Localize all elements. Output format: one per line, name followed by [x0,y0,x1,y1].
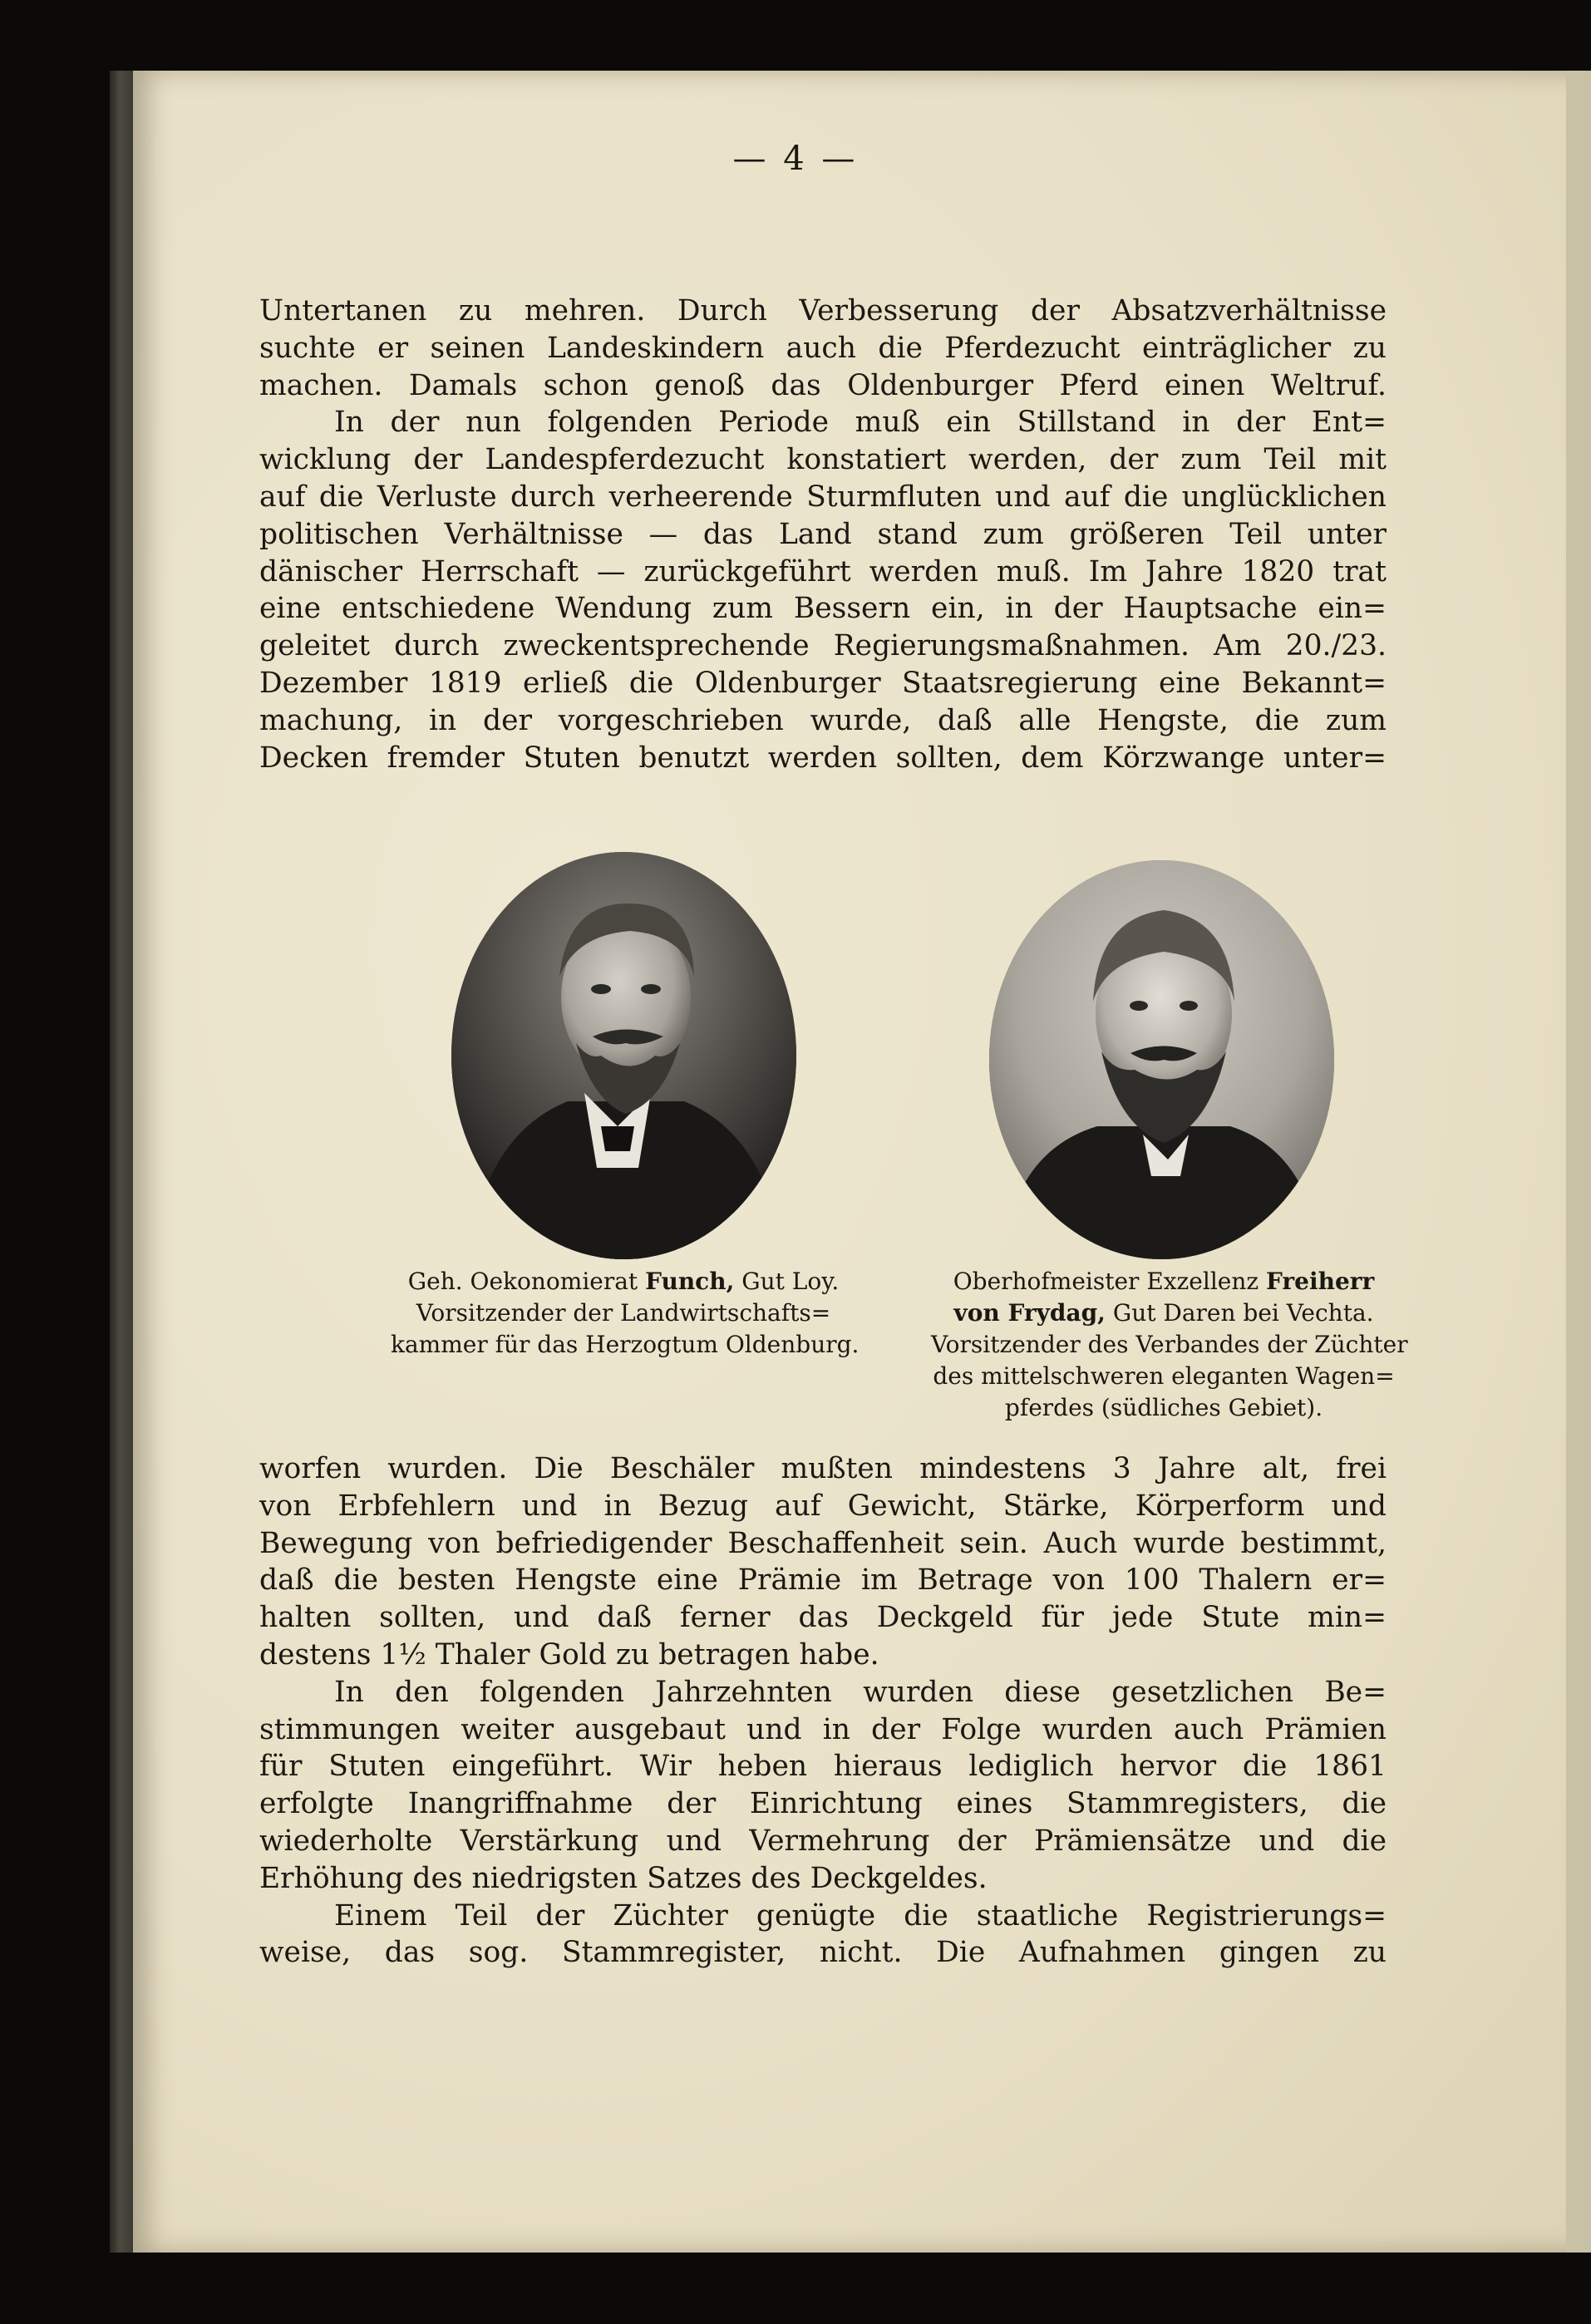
text-line: Erhöhung des niedrigsten Satzes des Deckgeldes. [259,1861,988,1895]
text-line: wiederholte Verstärkung und Vermehrung der Prämiensätze und die [259,1824,1387,1858]
caption-line: Geh. Oekonomierat Funch, Gut Loy. [407,1268,840,1295]
text-line: suchte er seinen Landeskindern auch die Pferdezucht einträglicher zu [259,331,1387,365]
text-line: Einem Teil der Züchter genügte die staatliche Registrierungs= [334,1898,1387,1933]
portrait-frydag [989,860,1334,1259]
person-name: Funch, [645,1268,735,1295]
text-line: machung, in der vorgeschrieben wurde, daß alle Hengste, die zum [259,703,1387,737]
text-line: Decken fremder Stuten benutzt werden sollten, dem Körzwange unter= [259,741,1387,775]
facing-page-edge [1566,71,1591,2253]
text-line: politischen Verhältnisse — das Land stand zum größeren Teil unter [259,517,1387,551]
caption-funch [391,1266,860,1361]
text-line: geleitet durch zweckentsprechende Regierungsmaßnahmen. Am 20./23. [259,629,1387,663]
text-line: worfen wurden. Die Beschäler mußten mindestens 3 Jahre alt, frei [259,1452,1387,1485]
caption-line: Oberhofmeister Exzellenz Freiherr [953,1268,1375,1295]
text-line: von Erbfehlern und in Bezug auf Gewicht, Stärke, Körperform und [259,1489,1387,1523]
person-name: von Frydag, [953,1299,1106,1327]
portrait-funch-photo [451,852,796,1259]
text-line: halten sollten, und daß ferner das Deckgeld für jede Stute min= [259,1601,1387,1635]
text-line: erfolgte Inangriffnahme der Einrichtung eines Stammregisters, die [259,1787,1387,1821]
caption-frydag [931,1266,1408,1424]
text-line: eine entschiedene Wendung zum Bessern ein, in der Hauptsache ein= [259,592,1387,626]
caption-line: Vorsitzender des Verbandes der Züchter [931,1331,1408,1358]
text-line: In den folgenden Jahrzehnten wurden diese gesetzlichen Be= [334,1675,1387,1709]
person-name: Freiherr [1266,1268,1375,1295]
text-line: stimmungen weiter ausgebaut und in der Folge wurden auch Prämien [259,1712,1387,1746]
text-line: weise, das sog. Stammregister, nicht. Die Aufnahmen gingen zu [259,1936,1387,1970]
text-line: Untertanen zu mehren. Durch Verbesserung der Absatzverhältnisse [259,294,1387,327]
text-line: Bewegung von befriedigender Beschaffenheit sein. Auch wurde bestimmt, [259,1526,1387,1560]
portrait-funch [451,852,796,1259]
text-line: Dezember 1819 erließ die Oldenburger Staatsregierung eine Bekannt= [259,666,1387,700]
text-line: für Stuten eingeführt. Wir heben hieraus lediglich hervor die 1861 [259,1750,1387,1784]
book-spine [110,71,135,2253]
caption-line: des mittelschweren eleganten Wagen= [933,1362,1395,1390]
paragraph-top [259,293,1387,776]
text-line: daß die besten Hengste eine Prämie im Betrage von 100 Thalern er= [259,1563,1387,1598]
text-line: dänischer Herrschaft — zurückgeführt werden muß. Im Jahre 1820 trat [259,554,1387,588]
caption-line: Vorsitzender der Landwirtschafts= [416,1299,831,1327]
paragraph-bottom [259,1450,1387,1972]
portrait-frydag-photo [989,860,1334,1259]
text-line: wicklung der Landespferdezucht konstatiert werden, der zum Teil mit [259,443,1387,477]
text-line: machen. Damals schon genoß das Oldenburger Pferd einen Weltruf. [259,368,1387,402]
caption-line: pferdes (südliches Gebiet). [1004,1394,1323,1421]
caption-line: kammer für das Herzogtum Oldenburg. [391,1331,860,1358]
page-number: — 4 — [732,140,859,178]
text-line: In der nun folgenden Periode muß ein Stillstand in der Ent= [334,406,1387,440]
text-line: auf die Verluste durch verheerende Sturmfluten und auf die unglücklichen [259,480,1387,514]
text-line: destens 1½ Thaler Gold zu betragen habe. [259,1637,879,1672]
caption-line: von Frydag, Gut Daren bei Vechta. [953,1299,1374,1327]
